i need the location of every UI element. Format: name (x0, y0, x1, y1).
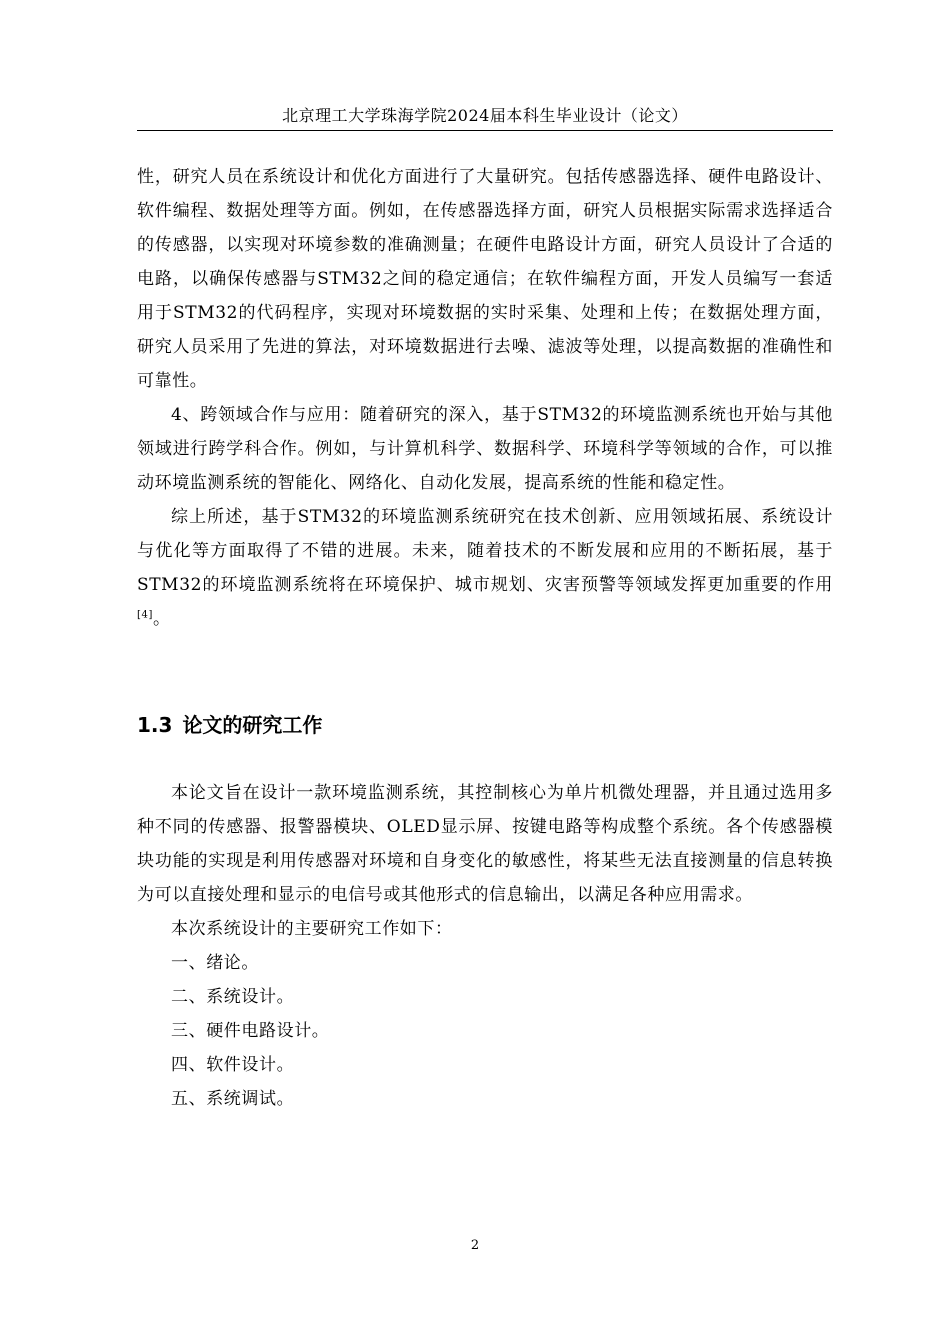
list-item: 三、硬件电路设计。 (171, 1021, 330, 1041)
list-item: 二、系统设计。 (171, 987, 295, 1007)
header-divider (137, 130, 833, 131)
paragraph-summary (137, 500, 833, 636)
paragraph-work-intro: 本次系统设计的主要研究工作如下： (171, 919, 453, 939)
list-item: 四、软件设计。 (171, 1055, 295, 1075)
paragraph-continued: 性，研究人员在系统设计和优化方面进行了大量研究。包括传感器选择、硬件电路设计、软件编程、数据处理等方面。例如，在传感器选择方面，研究人员根据实际需求选择适合的传感器，以实现对环境参数的准确测量；在硬件电路设计方面，研究人员设计了合适的电路，以确保传感器与STM32之间的稳定通信；在软件编程方面，开发人员编写一套适用于STM32的代码程序，实现对环境数据的实时采集、处理和上传；在数据处理方面，研究人员采用了先进的算法，对环境数据进行去噪、滤波等处理，以提高数据的准确性和可靠性。 (137, 167, 833, 391)
citation-marker: [4] (137, 609, 153, 621)
section-number: 1.3 (137, 713, 173, 737)
paragraph-cross-domain: 4、跨领域合作与应用：随着研究的深入，基于STM32的环境监测系统也开始与其他领域进行跨学科合作。例如，与计算机科学、数据科学、环境科学等领域的合作，可以推动环境监测系统的智能化、网络化、自动化发展，提高系统的性能和稳定性。 (137, 405, 833, 493)
summary-text: 综上所述，基于STM32的环境监测系统研究在技术创新、应用领域拓展、系统设计与优化等方面取得了不错的进展。未来，随着技术的不断发展和应用的不断拓展，基于STM32的环境监测系统将在环境保护、城市规划、灾害预警等领域发挥更加重要的作用 (137, 507, 833, 595)
section-title: 论文的研究工作 (182, 713, 323, 737)
page-header: 北京理工大学珠海学院2024届本科生毕业设计（论文） (282, 106, 688, 125)
paragraph-thesis-aim: 本论文旨在设计一款环境监测系统，其控制核心为单片机微处理器，并且通过选用多种不同的传感器、报警器模块、OLED显示屏、按键电路等构成整个系统。各个传感器模块功能的实现是利用传感器对环境和自身变化的敏感性，将某些无法直接测量的信息转换为可以直接处理和显示的电信号或其他形式的信息输出，以满足各种应用需求。 (137, 783, 833, 905)
section-body-1 (137, 160, 833, 636)
page-number: 2 (470, 1238, 480, 1253)
section-heading (137, 708, 322, 742)
section-body-2 (137, 776, 833, 1116)
summary-end: 。 (152, 609, 171, 629)
list-item: 五、系统调试。 (171, 1089, 295, 1109)
list-item: 一、绪论。 (171, 953, 259, 973)
